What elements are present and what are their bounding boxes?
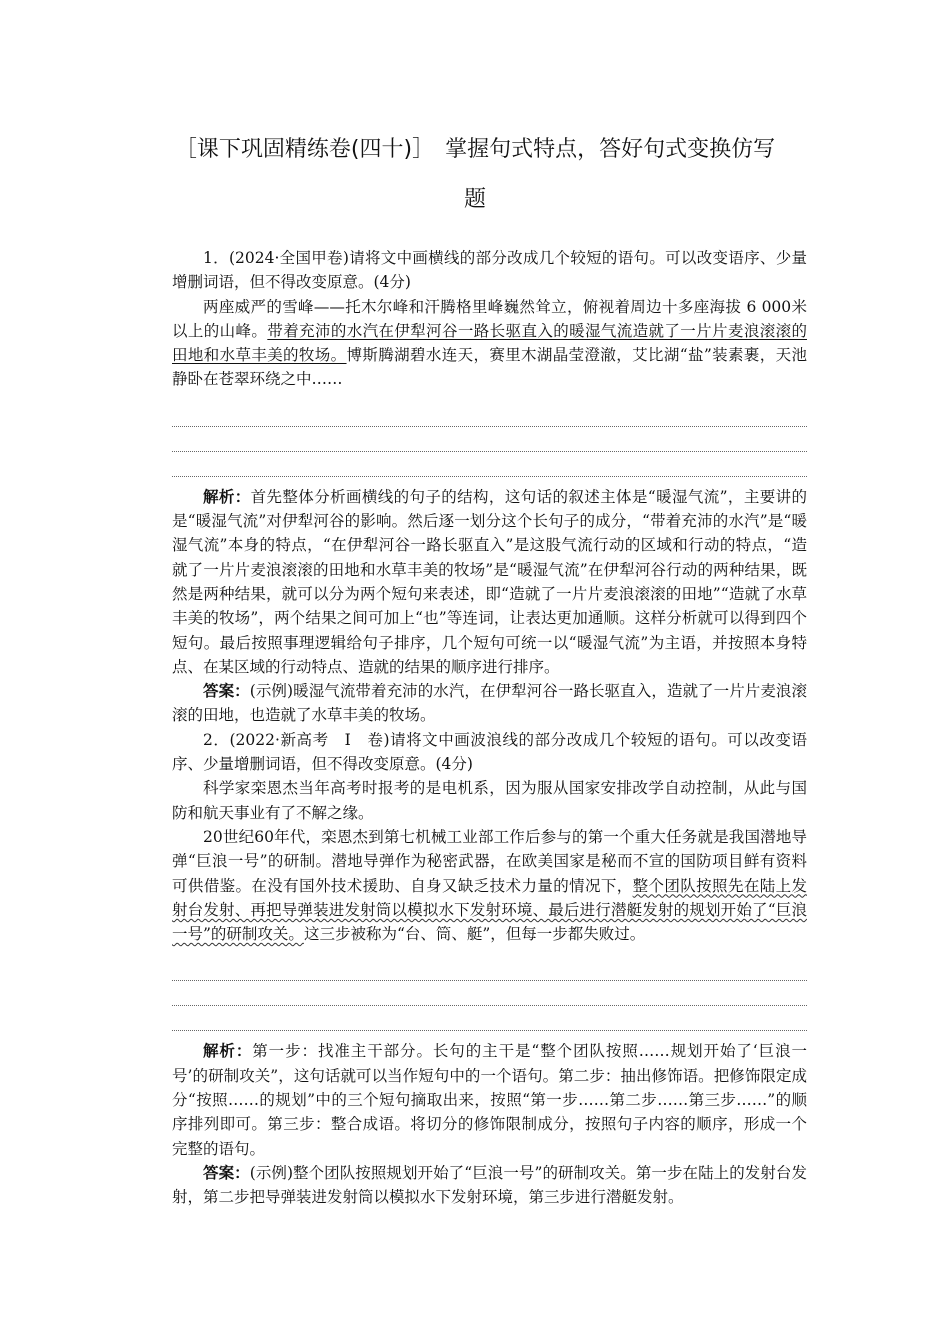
q2-answer-text: (示例)整个团队按照规划开始了“巨浪一号”的研制攻关。第一步在陆上的发射台发射，第二步把导弹装进发射筒以模拟水下发射环境，第三步进行潜艇发射。	[172, 1163, 807, 1207]
answer-line[interactable]	[172, 402, 807, 427]
q2-analysis-label: 解析：	[203, 1042, 253, 1061]
q2-wavy-sentence: 整个团队按照先在陆上发射台发射、再把导弹装进发射筒以模拟水下发射环境、最后进行潜艇发射的规划开始了“巨浪一号”的研制攻关。	[172, 876, 807, 944]
q1-passage-post: 博斯腾湖碧水连天，赛里木湖晶莹澄澈，艾比湖“盐”装素裹，天池静卧在苍翠环绕之中……	[172, 346, 807, 389]
answer-line[interactable]	[172, 1006, 807, 1031]
q1-passage-pre: 两座威严的雪峰——托木尔峰和汗腾格里峰巍然耸立，俯视着周边十多座海拔 6 000米以上的山峰。	[172, 297, 807, 340]
q1-analysis-text: 首先整体分析画横线的句子的结构，这句话的叙述主体是“暖湿气流”，主要讲的是“暖湿气流”对伊犁河谷的影响。然后逐一划分这个长句子的成分，“带着充沛的水汽”是“暖湿气流”本身的特点，“在伊犁河谷一路长驱直入”是这股气流行动的区域和行动的特点，“造就了一片片麦浪滚滚的田地和水草丰美的牧场”是“暖湿气流”在伊犁河谷行动的两种结果，既然是两种结果，就可以分为两个短句来表述，即“造就了一片片麦浪滚滚的田地”“造就了水草丰美的牧场”，两个结果之间可加上“也”等连词，让表达更加通顺。这样分析就可以得到四个短句。最后按照事理逻辑给句子排序，几个短句可统一以“暖湿气流”为主语，并按照本身特点、在某区域的行动特点、造就的结果的顺序进行排序。	[172, 487, 807, 676]
answer-line[interactable]	[172, 956, 807, 981]
q1-passage	[172, 295, 807, 392]
q1-answer	[172, 679, 807, 728]
q1-analysis-label: 解析：	[203, 487, 251, 506]
q1-answer-label: 答案：	[203, 682, 250, 701]
q2-stem: 2．(2022·新高考 Ⅰ 卷)请将文中画波浪线的部分改成几个较短的语句。可以改变语序、少量增删词语，但不得改变原意。(4分)	[172, 730, 807, 774]
answer-line[interactable]	[172, 427, 807, 452]
q2-para1: 科学家栾恩杰当年高考时报考的是电机系，因为服从国家安排改学自动控制，从此与国防和航天事业有了不解之缘。	[172, 779, 807, 822]
q1-stem: 1．(2024·全国甲卷)请将文中画横线的部分改成几个较短的语句。可以改变语序、少量增删词语，但不得改变原意。(4分)	[172, 249, 807, 292]
q1-analysis	[172, 485, 807, 679]
q2-analysis-text: 第一步：找准主干部分。长句的主干是“整个团队按照……规划开始了‘巨浪一号’的研制攻关”，这句话就可以当作短句中的一个语句。第二步：抽出修饰语。把修饰限定成分“按照……的规划”中的三个短句摘取出来，按照“第一步……第二步……第三步……”的顺序排列即可。第三步：整合成语。将切分的修饰限制成分，按照句子内容的顺序，形成一个完整的语句。	[172, 1042, 807, 1158]
q2-para2-pre: 20世纪60年代，栾恩杰到第七机械工业部工作后参与的第一个重大任务就是我国潜地导弹“巨浪一号”的研制。潜地导弹作为秘密武器，在欧美国家是秘而不宣的国防项目鲜有资料可供借鉴。在没有国外技术援助、自身又缺乏技术力量的情况下，	[172, 827, 807, 895]
q1-answer-lines[interactable]	[172, 402, 807, 477]
page-title	[150, 125, 800, 225]
q2-answer-lines[interactable]	[172, 956, 807, 1031]
q2-analysis	[172, 1039, 807, 1160]
q1-underlined-sentence: 带着充沛的水汽在伊犁河谷一路长驱直入的暖湿气流造就了一片片麦浪滚滚的田地和水草丰美的牧场。	[172, 321, 807, 365]
q1-answer-text: (示例)暖湿气流带着充沛的水汽，在伊犁河谷一路长驱直入，造就了一片片麦浪滚滚的田地，也造就了水草丰美的牧场。	[172, 682, 807, 725]
q2-answer-label: 答案：	[203, 1163, 250, 1182]
q2-para2-post: 这三步被称为“台、筒、艇”，但每一步都失败过。	[303, 925, 646, 944]
answer-line[interactable]	[172, 981, 807, 1006]
answer-line[interactable]	[172, 452, 807, 477]
main-content	[172, 246, 807, 1210]
q2-para2	[172, 825, 807, 946]
title-line-2: 题	[463, 187, 486, 212]
q2-answer	[172, 1161, 807, 1210]
title-line-1: ［课下巩固精练卷(四十)］ 掌握句式特点，答好句式变换仿写	[174, 137, 776, 162]
